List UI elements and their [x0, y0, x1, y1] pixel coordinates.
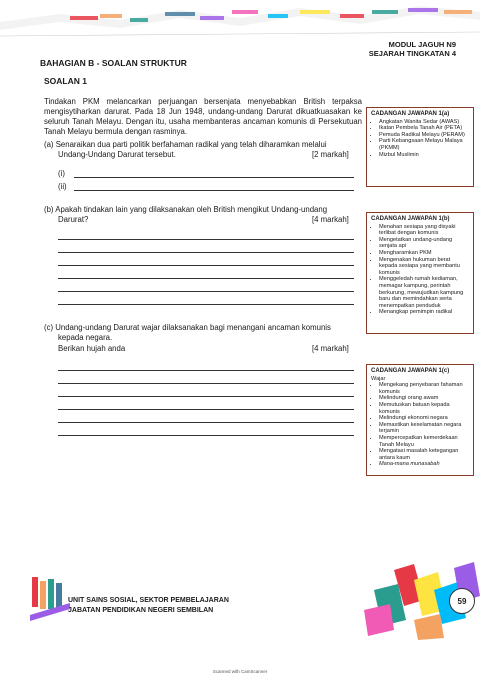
answer-item: • Angkatan Wanita Sedar (AWAS)	[379, 119, 470, 126]
module-name: MODUL JAGUH N9	[388, 40, 456, 49]
page-number: 59	[449, 588, 475, 614]
question-c-line2: kepada negara.	[58, 333, 113, 342]
answer-item: • Mengatasi masalah ketegangan antara kaum	[379, 448, 470, 461]
answer-item: • Parti Kebangsaan Melayu Malaya (PKMM)	[379, 138, 470, 151]
answer-item: • Mempercepatkan kemerdekaan Tanah Melayu	[379, 435, 470, 448]
answer-line[interactable]	[58, 409, 354, 410]
answer-item: • Mengekang penyebaran fahaman komunis	[379, 382, 470, 395]
answer-item: • Ikatan Pembela Tanah Air (PETA)	[379, 125, 470, 132]
section-title: BAHAGIAN B - SOALAN STRUKTUR	[40, 58, 187, 68]
answer-box-c	[366, 364, 474, 476]
answer-line[interactable]	[58, 422, 354, 423]
question-c-line3: Berikan hujah anda	[58, 344, 126, 353]
question-title: SOALAN 1	[44, 76, 87, 86]
answer-line[interactable]	[58, 239, 354, 240]
answer-box-a-title: CADANGAN JAWAPAN 1(a)	[371, 111, 450, 117]
answer-line[interactable]	[58, 383, 354, 384]
answer-item: • Menangkap pemimpin radikal	[379, 309, 470, 316]
question-a-marks: [2 markah]	[312, 150, 349, 159]
answer-item: • Mengetatkan undang-undang senjata api	[379, 237, 470, 250]
answer-item: • Memastikan keselamatan negara terjamin	[379, 422, 470, 435]
header-stripe-decoration	[0, 0, 480, 40]
stimulus-paragraph: Tindakan PKM melancarkan perjuangan bersenjata menyebabkan British terpaksa mengisytiharkan darurat. Pada 18 Jun 1948, undang-undang Darurat dikuatkuasakan ke seluruh Tanah Melayu. Dengan itu, usaha membanteras ancaman komunis di Persekutuan Tanah Melayu bermula dengan rasminya.	[44, 97, 362, 136]
answer-line[interactable]	[58, 278, 354, 279]
scanner-watermark: Scanned with CamScanner	[212, 669, 268, 674]
answer-box-c-subtitle: Wajar	[371, 375, 386, 382]
answer-line[interactable]	[58, 304, 354, 305]
answer-box-c-title: CADANGAN JAWAPAN 1(c)	[371, 368, 450, 374]
answer-item: • Pemuda Radikal Melayu (PERAM)	[379, 132, 470, 139]
answer-a-item2-label: (ii)	[58, 182, 67, 191]
answer-line[interactable]	[58, 370, 354, 371]
answer-item: • Melindungi ekonomi negara	[379, 415, 470, 422]
answer-item: • Mana-mana munasabah	[379, 461, 470, 468]
answer-item: • Mizbul Muslimin	[379, 152, 470, 159]
answer-line[interactable]	[58, 435, 354, 436]
answer-box-b	[366, 212, 474, 334]
answer-line[interactable]	[58, 265, 354, 266]
answer-line[interactable]	[74, 190, 354, 191]
question-b-line1: (b) Apakah tindakan lain yang dilaksanakan oleh British mengikut Undang-undang	[44, 205, 328, 214]
answer-a-item1-label: (i)	[58, 169, 65, 178]
footer-department: JABATAN PENDIDIKAN NEGERI SEMBILAN	[68, 607, 214, 614]
answer-item: • Menahan sesiapa yang disyaki terlibat dengan komunis	[379, 224, 470, 237]
answer-item: • Melindungi orang awam	[379, 395, 470, 402]
question-a-line1: (a) Senaraikan dua parti politik berfahaman radikal yang telah diharamkan melalui	[44, 140, 327, 149]
answer-item: • Menggeledah rumah kediaman, memagar kampung, perintah berkurung, mewujudkan kampung baru dan memindahkan serta menempatkan penduduk	[379, 276, 470, 309]
answer-box-a	[366, 107, 474, 187]
answer-item: • Mengharamkan PKM	[379, 250, 470, 257]
subject-name: SEJARAH TINGKATAN 4	[368, 49, 456, 58]
answer-line[interactable]	[58, 252, 354, 253]
answer-item: • Memutuskan batuan kepada komunis	[379, 402, 470, 415]
question-b-line2: Darurat?	[58, 215, 89, 224]
answer-line[interactable]	[58, 291, 354, 292]
question-a-line2: Undang-Undang Darurat tersebut.	[58, 150, 176, 159]
question-c-marks: [4 markah]	[312, 344, 349, 353]
question-c-line1: (c) Undang-undang Darurat wajar dilaksanakan bagi menangani ancaman komunis	[44, 323, 331, 332]
footer-unit: UNIT SAINS SOSIAL, SEKTOR PEMBELAJARAN	[68, 597, 229, 604]
answer-box-b-title: CADANGAN JAWAPAN 1(b)	[371, 216, 450, 222]
answer-line[interactable]	[74, 177, 354, 178]
footer-left-decoration	[30, 575, 70, 623]
question-b-marks: [4 markah]	[312, 215, 349, 224]
module-header	[369, 40, 456, 58]
answer-item: • Mengenakan hukuman berat kepada sesiapa yang membantu komunis	[379, 257, 470, 277]
answer-line[interactable]	[58, 396, 354, 397]
